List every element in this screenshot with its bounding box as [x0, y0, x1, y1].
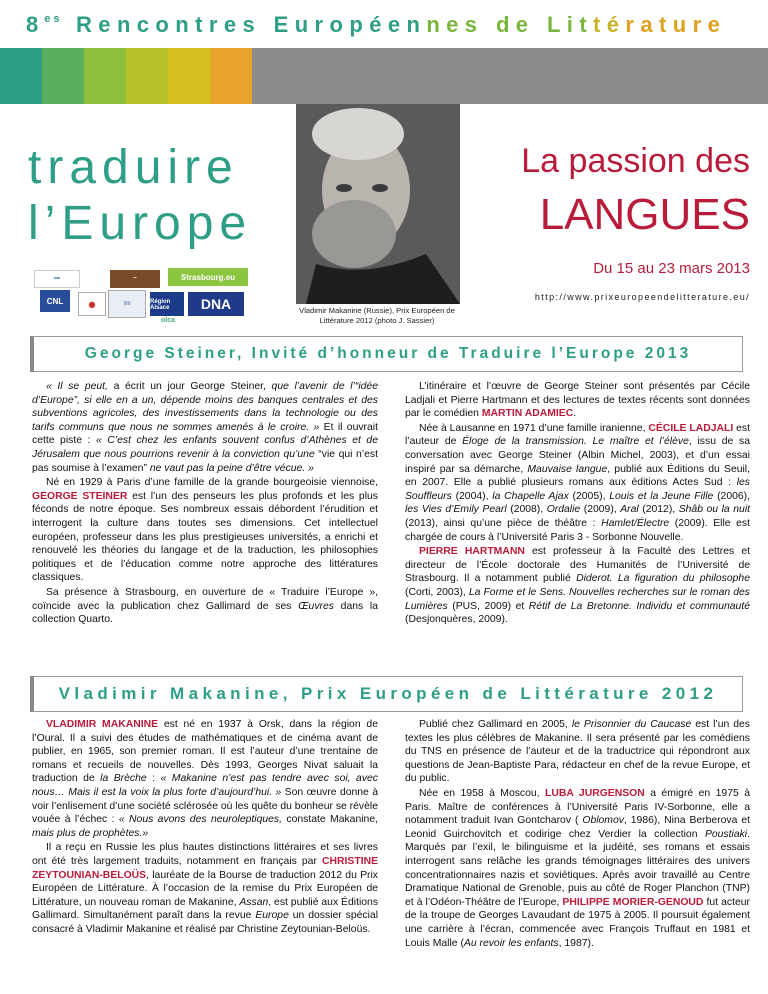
title-letter: i [566, 12, 580, 37]
title-letter: r [314, 12, 330, 37]
title-letter: e [446, 12, 465, 37]
title-letter: u [672, 12, 693, 37]
title-letter [534, 12, 547, 37]
color-band-segment [510, 48, 639, 104]
color-band-segment [210, 48, 252, 104]
partner-logo-2: ◉ [78, 292, 106, 316]
color-band-segment [639, 48, 768, 104]
steiner-left-column: « Il se peut, a écrit un jour George Steiner, que l’avenir de l’“idée d’Europe”, si elle en a un, dépende moins des banques centrales et des subventions agricoles, des investissements dans la technologie ou des tarifs communs que nous ne sommes amenés à le croire. » Et il ouvrait cette piste : « C’est chez les enfants souvent confus d’Athènes et de Jérusalem que nous pourrions revenir à la conviction qu’une “vie qui n’est pas soumise à l’examen” ne vaut pas la peine d’être vécue. » Né en 1929 à Paris d’une famille de la grande bourgeoisie viennoise, GEORGE STEINER est l’un des penseurs les plus profonds et les plus féconds de notre époque. Ses nombreux essais débordent l’érudition et interrogent la culture dans toutes ses dimensions. Cet intellectuel européen, professeur dans les plus prestigieuses universités, a enrichi et renouvelé les théories du langage et de la traduction, les philosophies politiques et de l’éducation comme notre approche des littératures classiques. Sa présence à Strasbourg, en ouverture de « Traduire l’Europe », coïncide avec la publication chez Gallimard de ses Œuvres dans la collection Quarto. [32, 381, 379, 626]
title-letter: t [593, 12, 607, 37]
title-letter: E [273, 12, 295, 37]
title-letter [483, 12, 496, 37]
traduire-europe-title: traduire l’Europe [28, 141, 253, 250]
title-letter: t [579, 12, 594, 37]
title-letter: s [242, 12, 262, 37]
section-heading-makanine: Vladimir Makanine, Prix Européen de Littérature 2012 [30, 676, 743, 712]
title-letter: s [464, 12, 484, 37]
partner-logo-4: ~ [110, 270, 160, 288]
title-letter: d [495, 12, 516, 37]
cnl-logo: CNL [40, 290, 70, 312]
color-band-segment [42, 48, 84, 104]
makanine-left-column: VLADIMIR MAKANINE est né en 1937 à Orsk, dans la région de l’Oural. Il a suivi des études de mathématiques et de cinéma avant de publier, en 1965, son premier roman. Il est l’auteur d’une trentaine de romans et recueils de nouvelles. Dès 1993, Georges Nivat saluait la traduction de la Brèche : « Makanine n’est pas tendre avec soi, avec nous… Mais il est la voix la plus forte d’aujourd’hui. » Son œuvre donne à voir l’enlisement d’une société sclérosée où les quête du bonheur se révèle vouée à l’échec : « Nous avons des neuroleptiques, constate Makanine, mais plus de prophètes.» Il a reçu en Russie les plus hautes distinctions littéraires et ses livres ont été très largement traduits, notamment en français par CHRISTINE ZEYTOUNIAN-BELOÜS, lauréate de la Bourse de traduction 2012 du Prix Européen de Littérature. À l’occasion de la remise du Prix Européen de Littérature, un nouveau roman de Makanine, Assan, est publié aux Éditions Gallimard. Simultanément paraît dans la revue Europe un dossier spécial consacré à Vladimir Makanine et réalisé par Christine Zeytounian-Beloüs. [32, 719, 379, 935]
strasbourg-logo: Strasbourg.eu [168, 268, 248, 286]
partner-logo-1: ••• [34, 270, 80, 288]
title-letter [261, 12, 274, 37]
title-letter: é [369, 12, 388, 37]
title-letter: n [116, 12, 137, 37]
title-letter: c [136, 12, 156, 37]
makanine-right-column: Publié chez Gallimard en 2005, le Prisonnier du Caucase est l’un des textes les plus célèbres de Makanine. Il sera présenté par les comédiens du TNS en présence de l’auteur et de la traductrice qui répondront aux questions de Jean-Baptiste Para, rédacteur en chef de la revue Europe, et du public. Née en 1958 à Moscou, LUBA JURGENSON a émigré en 1975 à Paris. Maître de conférences à l’Université Paris IV-Sorbonne, elle a notamment traduit Ivan Gontcharov ( Oblomov, 1986), Nina Berberova et Leonid Guirchovitch et codirige chez Verdier la collection Poustiaki. Marqués par l’exil, le bilinguisme et la judéité, ses romans et essais interrogent sans relâche les grands témoignages littéraires des univers concentrationnaires nazis et soviétiques. Après avoir travaillé au Centre Dramatique National de Grenoble, puis au côté de Roger Planchon (TNP) et à l’Odéon-Théâtre de l’Europe, PHILIPPE MORIER-GENOUD fut acteur de la troupe de Georges Lavaudant de 1975 à 2005. Il poursuit également une carrière à l’écran, commencée avec François Truffaut en 1981 et Louis Malle (Au revoir les enfants, 1987). [405, 719, 751, 949]
photo-caption: Vladimir Makanine (Russie), Prix Européen de Littérature 2012 (photo J. Sassier) [299, 306, 455, 325]
color-band-segment [0, 48, 42, 104]
title-letter: r [208, 12, 224, 37]
color-band-segment [126, 48, 168, 104]
langues-title: LANGUES [539, 190, 750, 239]
title-letter: e [515, 12, 535, 37]
partner-logos [28, 268, 278, 322]
title-letter: L [546, 12, 567, 37]
title-letter: e [98, 12, 117, 37]
event-dates: Du 15 au 23 mars 2013 [593, 260, 750, 277]
partner-logo-3: ≡≡ [108, 290, 146, 318]
passion-title: La passion des [521, 142, 750, 180]
region-alsace-logo: Région Alsace [150, 292, 184, 318]
title-letter: R [76, 12, 99, 37]
title-letter: o [329, 12, 350, 37]
festival-title [76, 12, 726, 38]
edition-number: $8^{es}$ [26, 12, 63, 37]
title-letter: n [426, 12, 447, 37]
title-letter: n [175, 12, 196, 37]
masthead [0, 0, 768, 48]
title-letter: t [659, 12, 673, 37]
title-letter: u [294, 12, 315, 37]
title-letter: e [387, 12, 407, 37]
title-letter: a [640, 12, 660, 37]
color-band-segment [252, 48, 381, 104]
title-letter: r [625, 12, 641, 37]
olca-logo: olca [148, 316, 188, 324]
steiner-right-column: L’itinéraire et l’œuvre de George Steiner sont présentés par Cécile Ladjali et Pierre Hartmann et des lectures de textes récents sont données par le comédien MARTIN ADAMIEC. Née à Lausanne en 1971 d’une famille iranienne, CÉCILE LADJALI est l’auteur de Éloge de la transmission. Le maître et l’élève, issu de sa conversation avec George Steiner (Albin Michel, 2003), et d’un essai inspiré par sa démarche, Mauvaise langue, publié aux Éditions du Seuil, en 2007. Elle a publié plusieurs romans aux éditions Actes Sud : les Souffleurs (2004), la Chapelle Ajax (2005), Louis et la Jeune Fille (2006), les Vies d’Emily Pearl (2008), Ordalie (2009), Aral (2012), Shâb ou la nuit (2013), ainsi qu’une pièce de théâtre : Hamlet/Électre (2009). Elle est chargée de cours à l’Université Paris 3 - Sorbonne Nouvelle. PIERRE HARTMANN est professeur à la Faculté des Lettres et directeur de l’École doctorale des Humanités de l’Université de Strasbourg. Il a notamment publié Diderot. La figuration du philosophe (Corti, 2003), La Forme et le Sens. Nouvelles recherches sur le roman des Lumières (PUS, 2009) et Rétif de La Bretonne. Individu et communauté (Desjonquères, 2009). [405, 381, 751, 626]
color-band-segment [84, 48, 126, 104]
title-letter: p [349, 12, 370, 37]
title-letter: o [155, 12, 176, 37]
website-link[interactable]: http://www.prixeuropeendelitterature.eu/ [534, 292, 750, 302]
dna-logo: DNA [188, 292, 244, 316]
title-letter: n [406, 12, 427, 37]
title-letter: e [223, 12, 243, 37]
title-letter: t [195, 12, 209, 37]
title-letter: e [707, 12, 727, 37]
portrait-image [296, 104, 460, 304]
portrait-photo [296, 104, 460, 304]
title-letter: é [606, 12, 626, 37]
title-letter: r [692, 12, 708, 37]
section-heading-steiner: George Steiner, Invité d’honneur de Traduire l’Europe 2013 [30, 336, 743, 372]
color-band-segment [168, 48, 210, 104]
color-band-segment [381, 48, 510, 104]
color-band [0, 48, 768, 104]
